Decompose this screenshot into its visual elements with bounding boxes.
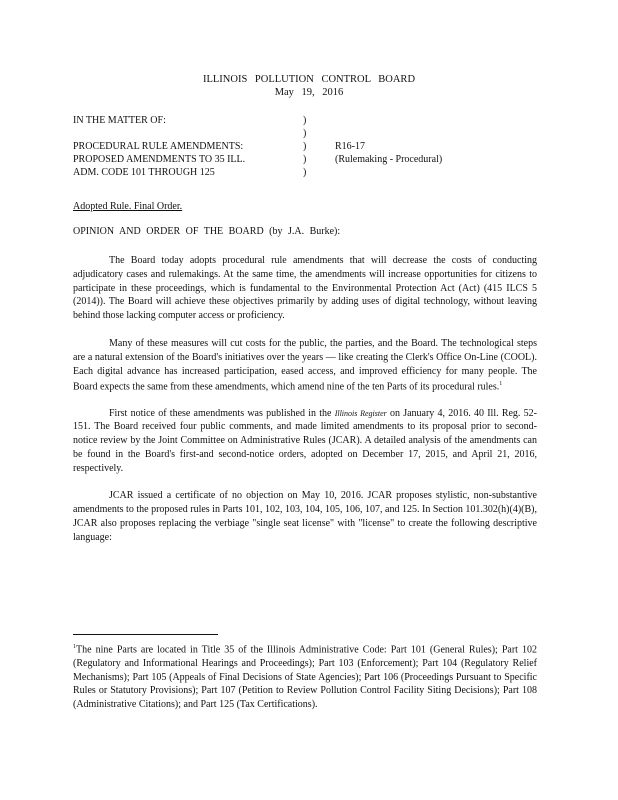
caption-paren: ) <box>303 167 307 178</box>
caption-paren: ) <box>303 141 307 152</box>
opinion-body <box>73 254 537 559</box>
caption-right <box>335 166 553 179</box>
paragraph-text: on January 4, 2016. 40 Ill. Reg. 52-151. The Board received four public comments, and made limited amendments to its proposal prior to second-notice review by the Joint Committee on Administrative Rules (JCAR). A detailed analysis of the amendments can be found in the Board's first-and second-notice orders, adopted on December 17, 2015, and April 21, 2016, respectively. <box>73 407 537 474</box>
caption-paren: ) <box>303 128 307 139</box>
footnote-text: The nine Parts are located in Title 35 of the Illinois Administrative Code: Part 101 (General Rules); Part 102 (Regulatory and Informational Hearings and Proceedings); Part 103 (Enforcement); Part 104 (Regulatory Relief Mechanisms); Part 105 (Appeals of Final Decisions of State Agencies); Part 106 (Proceedings Pursuant to Specific Rules or Statutory Provisions); Part 107 (Petition to Review Pollution Control Facility Siting Decisions); Part 108 (Administrative Citations); and Part 125 (Tax Certifications). <box>73 644 537 710</box>
adopted-rule-heading: Adopted Rule. Final Order. <box>73 201 183 212</box>
caption-row <box>73 127 553 140</box>
caption-left: PROPOSED AMENDMENTS TO 35 ILL. <box>73 154 246 165</box>
footnote <box>73 641 537 711</box>
paragraph-1 <box>73 254 537 323</box>
caption-right <box>335 114 553 127</box>
paragraph-2 <box>73 337 537 395</box>
footnote-divider <box>73 634 218 635</box>
opinion-heading: OPINION AND ORDER OF THE BOARD (by J.A. Burke): <box>73 226 341 237</box>
caption-row <box>73 166 553 179</box>
caption-left: IN THE MATTER OF: <box>73 115 166 126</box>
caption-left: ADM. CODE 101 THROUGH 125 <box>73 167 215 178</box>
case-caption <box>73 114 553 179</box>
agency-title: ILLINOIS POLLUTION CONTROL BOARD <box>202 74 416 85</box>
case-number: R16-17 <box>335 141 365 152</box>
paragraph-3 <box>73 407 537 476</box>
caption-left <box>73 127 303 140</box>
case-type: (Rulemaking - Procedural) <box>335 154 443 165</box>
paragraph-text: First notice of these amendments was published in the <box>109 407 335 419</box>
caption-paren: ) <box>303 154 307 165</box>
order-date: May 19, 2016 <box>274 87 344 98</box>
caption-paren: ) <box>303 115 307 126</box>
caption-right <box>335 127 553 140</box>
paragraph-4 <box>73 489 537 544</box>
footnote-ref: 1 <box>499 381 503 388</box>
paragraph-text: JCAR issued a certificate of no objection on May 10, 2016. JCAR proposes stylistic, non-substantive amendments to the proposed rules in Parts 101, 102, 103, 104, 105, 106, 107, and 125. In Section 101.302(h)(4)(B), JCAR also proposes replacing the verbiage "single seat license" with "license" to create the following descriptive language: <box>73 490 537 543</box>
paragraph-text: Many of these measures will cut costs for the public, the parties, and the Board. The technological steps are a natural extension of the Board's initiatives over the years — like creating the Clerk's Office On-Line (COOL). Each digital advance has increased participation, eased access, and improved efficiency for many people. The Board expects the same from these amendments, which amend nine of the ten Parts of its procedural rules. <box>73 337 537 393</box>
paragraph-text: The Board today adopts procedural rule amendments that will decrease the costs of conducting adjudicatory cases and rulemakings. At the same time, the amendments will increase opportunities for citizens to participate in these proceedings, which is fundamental to the Environmental Protection Act (Act) (415 ILCS 5 (2014)). The Board will achieve these objectives primarily by adding uses of digital technology, without leaving behind those lacking computer access or proficiency. <box>73 255 537 322</box>
caption-row <box>73 153 553 166</box>
caption-left: PROCEDURAL RULE AMENDMENTS: <box>73 141 244 152</box>
caption-row <box>73 140 553 153</box>
publication-name: Illinois Register <box>334 408 387 418</box>
caption-row <box>73 114 553 127</box>
document-header <box>0 73 618 99</box>
footnote-mark: 1 <box>73 644 76 650</box>
